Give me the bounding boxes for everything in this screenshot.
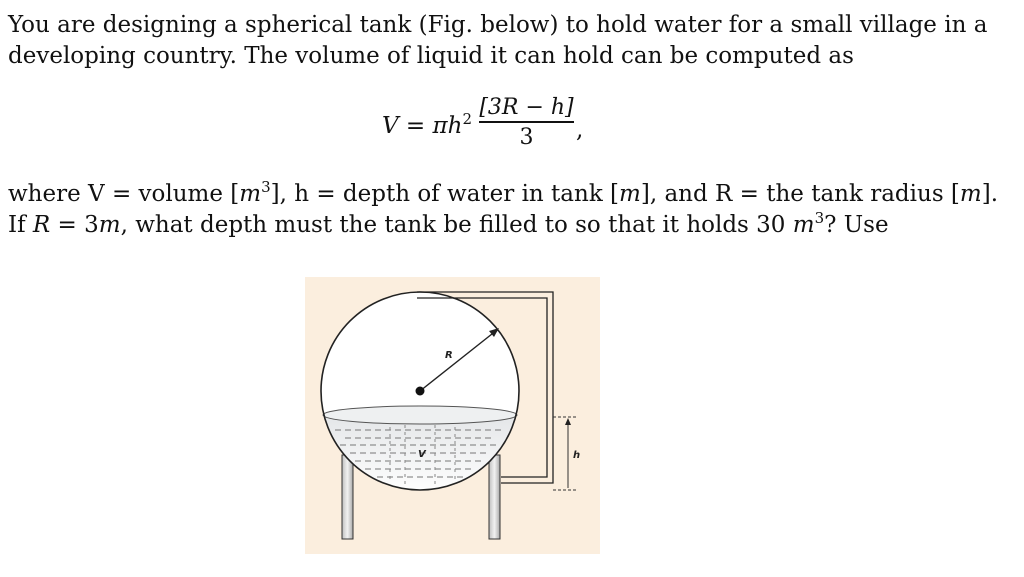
equation-denominator: 3 xyxy=(519,124,534,150)
where-var-4: R xyxy=(32,212,51,238)
where-text-2: ], h = depth of water in tank [ xyxy=(270,181,620,207)
equation-exponent: 2 xyxy=(462,110,472,128)
depth-arrowhead xyxy=(565,418,571,425)
where-text-6: , what depth must the tank be filled to so that it holds 30 xyxy=(120,212,793,238)
where-var-2: m xyxy=(619,181,641,207)
where-text-1: where V = volume [ xyxy=(8,181,240,207)
spherical-tank-figure xyxy=(305,277,600,554)
equation-numerator: [3R − h] xyxy=(479,95,574,120)
where-var-3: m xyxy=(959,181,982,207)
where-text-5: = 3 xyxy=(50,212,99,238)
tank-diagram xyxy=(305,277,600,554)
label-depth: h xyxy=(573,450,581,461)
problem-intro: You are designing a spherical tank (Fig. below) to hold water for a small village in a developing country. The volume of liquid it can hold can be computed as xyxy=(8,12,988,69)
label-radius: R xyxy=(445,350,453,361)
problem-where-line xyxy=(8,179,1008,241)
left-leg xyxy=(342,455,353,539)
water-surface xyxy=(323,406,517,424)
label-volume: V xyxy=(418,449,426,460)
equation-comma: , xyxy=(576,117,584,143)
equation-fraction xyxy=(479,95,574,150)
where-var-6: m xyxy=(792,212,815,238)
where-var-5: m xyxy=(98,212,121,238)
right-leg xyxy=(489,455,500,539)
where-text-4: ]. If xyxy=(8,181,999,238)
center-dot xyxy=(416,387,425,396)
where-exp-1: 3 xyxy=(261,178,271,196)
where-var-1: m xyxy=(239,181,262,207)
equation-lhs xyxy=(382,110,472,139)
equation-lhs-text: V = πh xyxy=(382,113,463,139)
fraction-bar xyxy=(479,121,574,123)
where-text-7: ? Use xyxy=(824,212,889,238)
where-text-3: ], and R = the tank radius [ xyxy=(640,181,960,207)
where-exp-2: 3 xyxy=(814,209,825,227)
